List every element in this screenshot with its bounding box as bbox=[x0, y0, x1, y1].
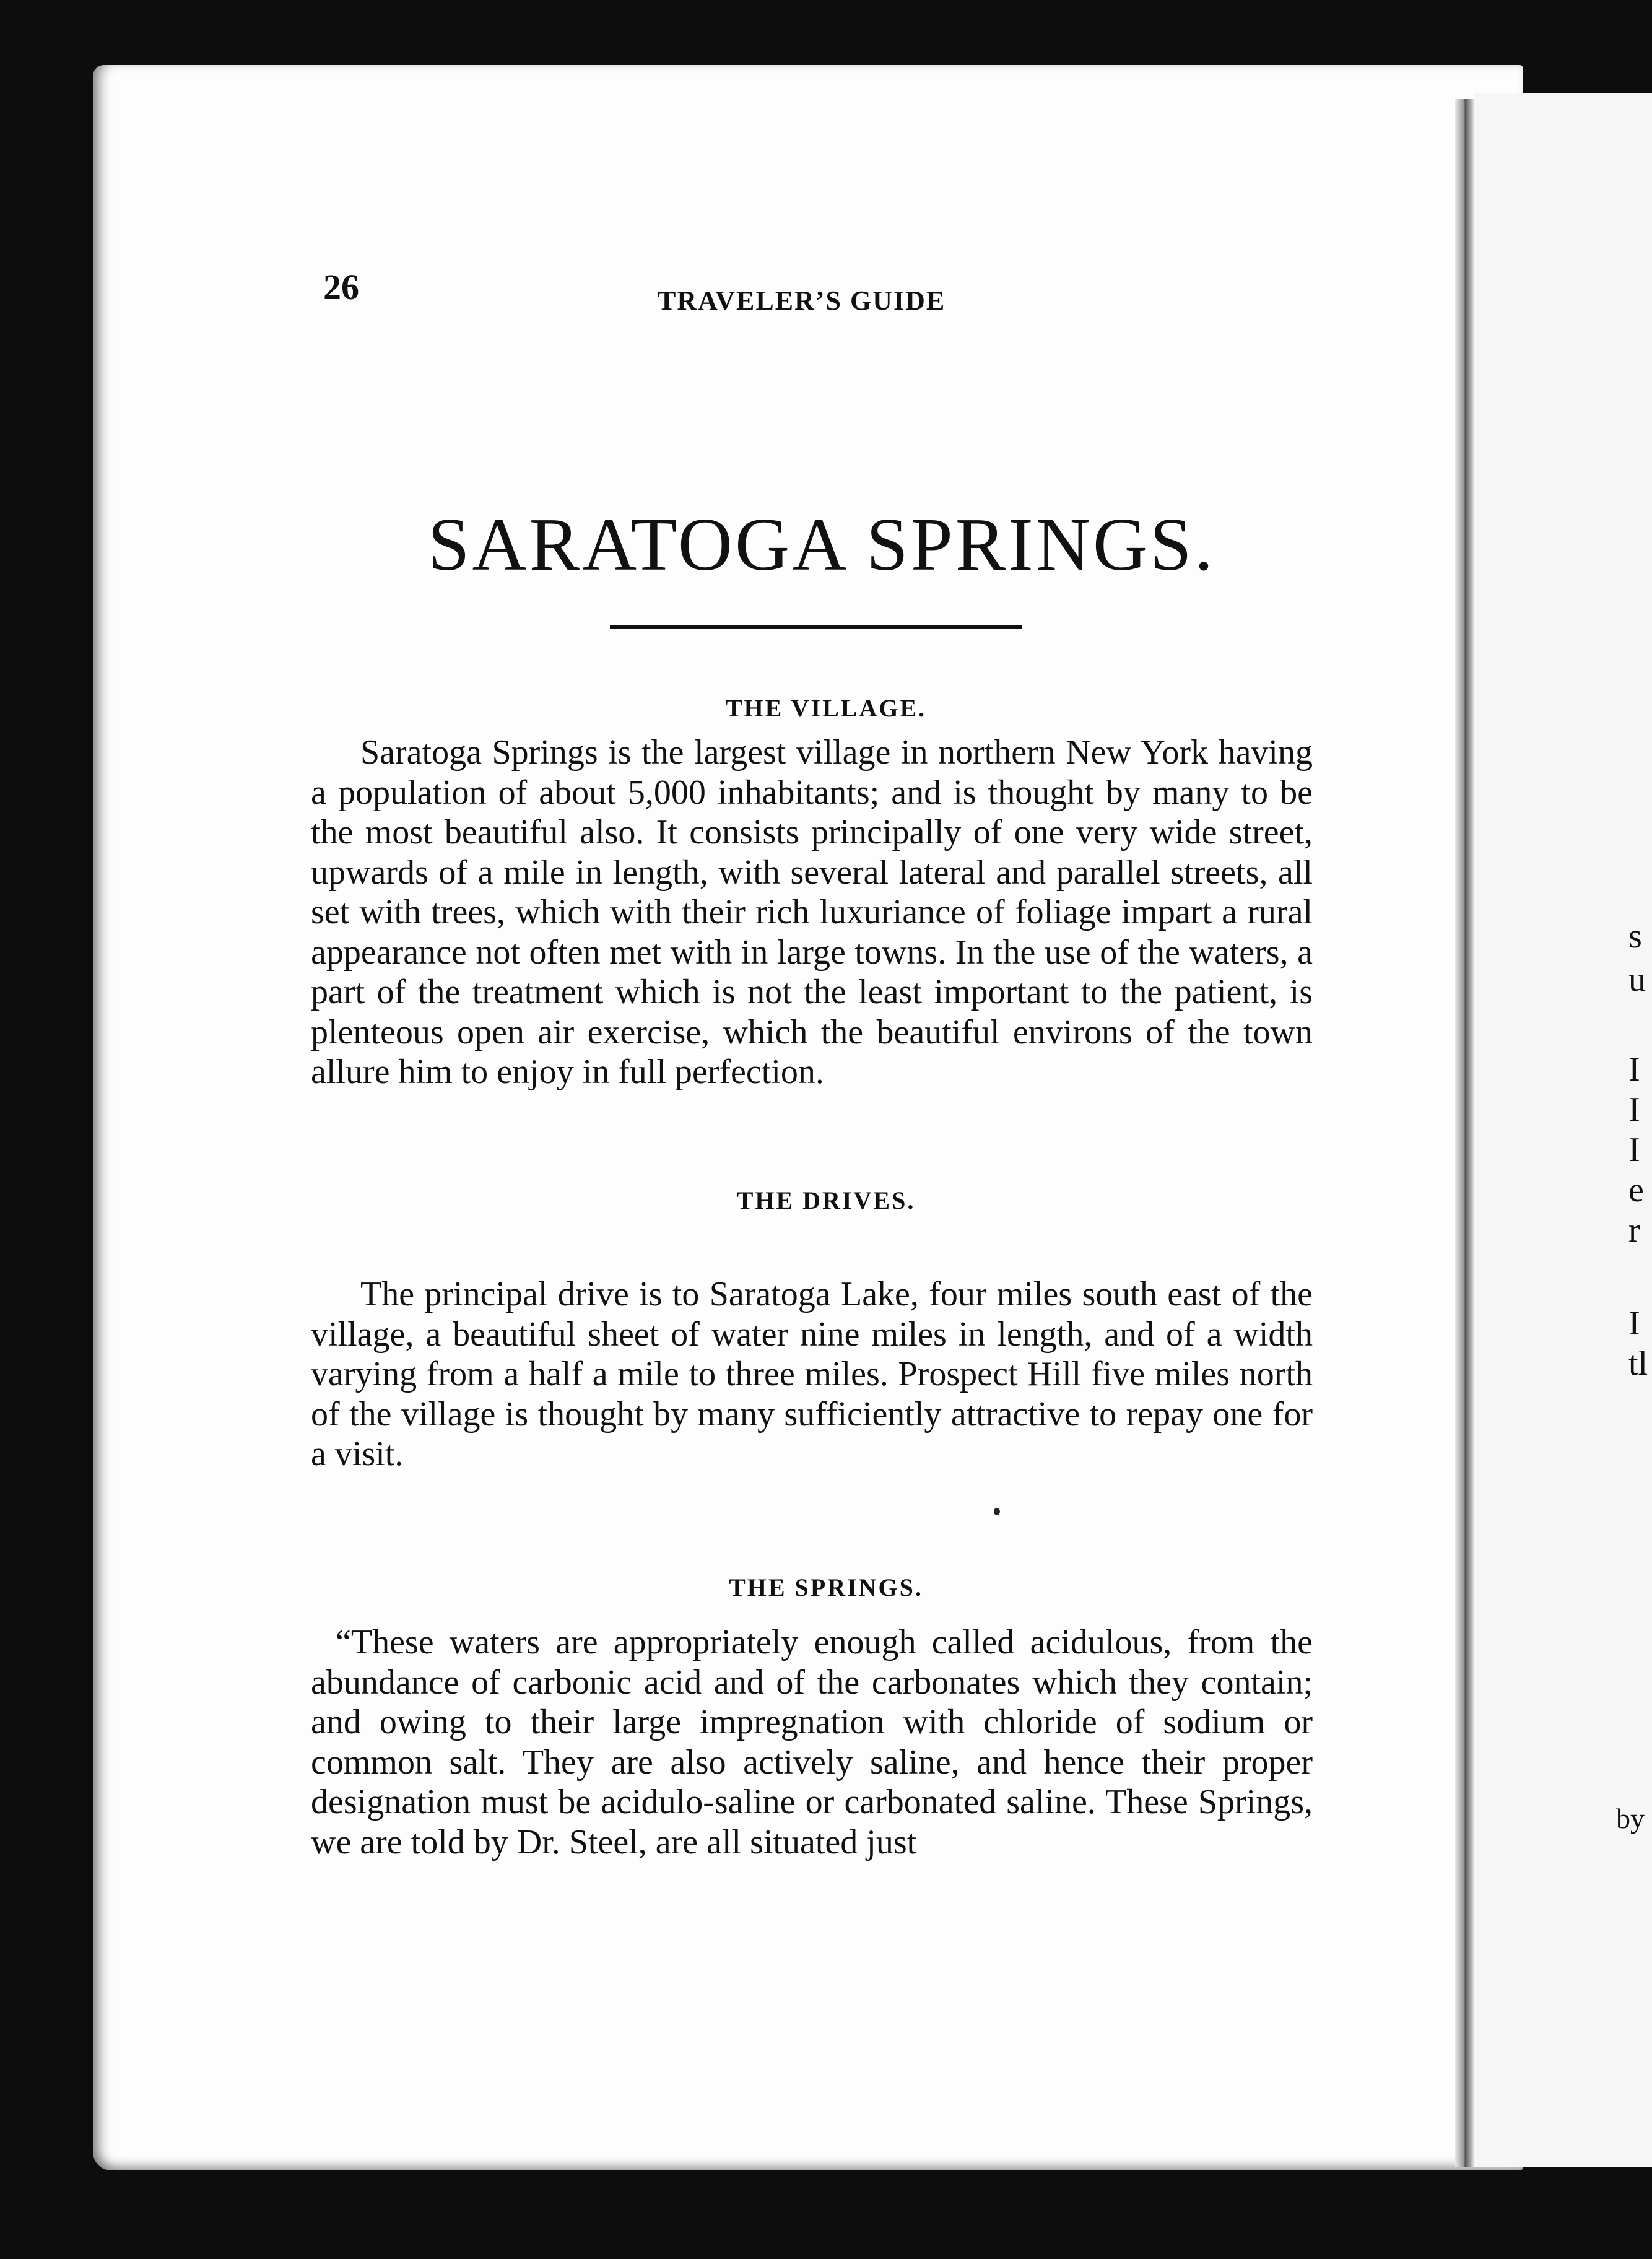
facing-page-fragment: I bbox=[1628, 1131, 1640, 1169]
facing-page-fragment: e bbox=[1628, 1171, 1644, 1209]
facing-page-fragment: I bbox=[1628, 1050, 1640, 1089]
facing-page-fragment: r bbox=[1628, 1211, 1640, 1250]
facing-page-fragment: u bbox=[1628, 960, 1646, 999]
facing-page-fragment: I bbox=[1628, 1304, 1640, 1343]
facing-page-fragment: I bbox=[1628, 1090, 1640, 1129]
paragraph-drives: The principal drive is to Saratoga Lake, four miles south east of the village, a beautiful sheet of water nine miles in length, and of a width varying from a half a mile to three miles. Prospect Hill five miles north of the village is thought by many sufficiently attractive to repay one for a visit. bbox=[311, 1275, 1313, 1473]
section-heading-village: THE VILLAGE. bbox=[725, 694, 927, 722]
book-gutter bbox=[1455, 99, 1474, 2167]
chapter-title-text: SARATOGA SPRINGS. bbox=[427, 503, 1216, 586]
page-number: 26 bbox=[323, 267, 359, 307]
facing-page bbox=[1474, 93, 1652, 2167]
paragraph-village: Saratoga Springs is the largest village in northern New York having a population of about 5,000 inhabitants; and is thought by many to be the most beautiful also. It consists principally of one very wide street, upwards of a mile in length, with several lateral and parallel streets, all set with trees, which with their rich luxuriance of foliage impart a rural appearance not often met with in large towns. In the use of the waters, a part of the treatment which is not the least important to the patient, is plenteous open air exercise, which the beautiful environs of the town allure him to enjoy in full perfection. bbox=[311, 733, 1313, 1091]
section-heading-drives: THE DRIVES. bbox=[736, 1186, 916, 1214]
facing-page-fragment: s bbox=[1628, 917, 1642, 955]
chapter-title bbox=[0, 502, 1652, 588]
section-heading-springs: THE SPRINGS. bbox=[729, 1573, 923, 1601]
facing-page-fragment: by bbox=[1616, 1803, 1645, 1834]
facing-page-fragment: tl bbox=[1628, 1344, 1648, 1383]
paragraph-springs: “These waters are appropriately enough called acidulous, from the abundance of carbonic acid and of the carbonates which they contain; and owing to their large impregnation with chloride of sodium or common salt. They are also actively saline, and hence their proper designation must be acidulo-saline or carbonated saline. These Springs, we are told by Dr. Steel, are all situated just bbox=[311, 1623, 1313, 1861]
title-rule bbox=[610, 625, 1022, 629]
running-head: TRAVELER’S GUIDE bbox=[658, 285, 946, 316]
ink-speck bbox=[994, 1508, 1000, 1515]
